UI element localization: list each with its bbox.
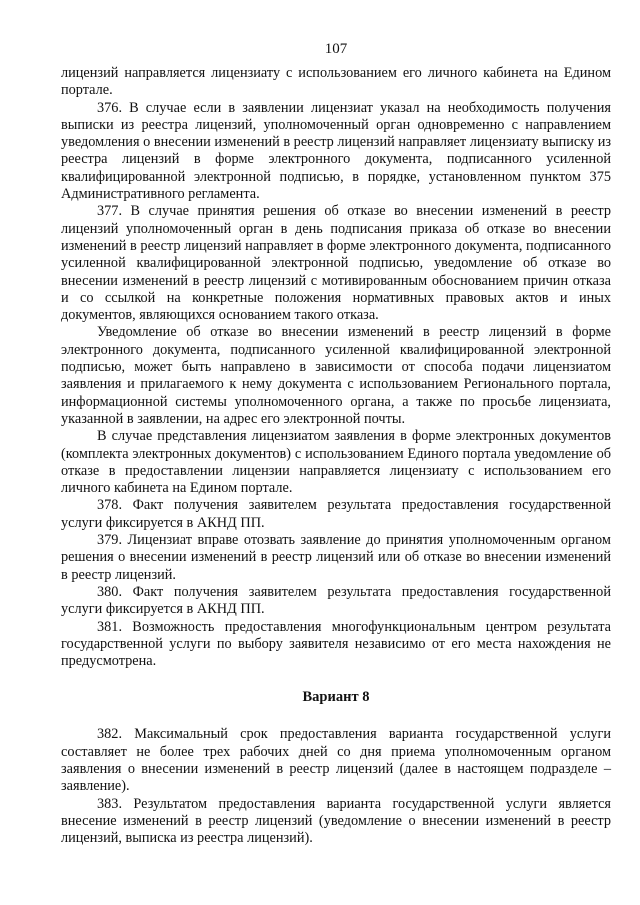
paragraph-378: 378. Факт получения заявителем результата предоставления государственной услуги фиксируется в АКНД ПП.	[61, 497, 611, 531]
paragraph-377: 377. В случае принятия решения об отказе во внесении изменений в реестр лицензий уполномоченный орган в день подписания приказа об отказе во внесении изменений в реестр лицензий направляет в форме электронного документа, подписанного усиленной квалифицированной электронной подписью, уведомление об отказе во внесении изменений в реестр лицензий с мотивированным обоснованием причин отказа и со ссылкой на конкретные положения нормативных правовых актов и иных документов, являющихся основанием такого отказа.	[61, 203, 611, 324]
section-heading: Вариант 8	[302, 689, 370, 706]
paragraph-379: 379. Лицензиат вправе отозвать заявление до принятия уполномоченным органом решения о внесении изменений в реестр лицензий или об отказе во внесении изменений в реестр лицензий.	[61, 532, 611, 583]
page-number: 107	[324, 41, 348, 57]
body-text-top	[61, 65, 611, 670]
paragraph-377-portal: В случае представления лицензиатом заявления в форме электронных документов (комплекта электронных документов) с использованием Единого портала уведомление об отказе в предоставлении лицензии направляется лицензиату с использованием его личного кабинета на Едином портале.	[61, 428, 611, 497]
paragraph-383: 383. Результатом предоставления варианта государственной услуги является внесение изменений в реестр лицензий (уведомление о внесении изменений в реестр лицензий, выписка из реестра лицензий).	[61, 795, 611, 847]
paragraph-continuation: лицензий направляется лицензиату с использованием его личного кабинета на Едином портале.	[61, 65, 611, 99]
paragraph-381: 381. Возможность предоставления многофункциональным центром результата государственной услуги по выбору заявителя независимо от его места нахождения не предусмотрена.	[61, 618, 611, 670]
body-text-bottom	[61, 726, 611, 847]
paragraph-380: 380. Факт получения заявителем результата предоставления государственной услуги фиксируется в АКНД ПП.	[61, 583, 611, 618]
paragraph-377-notice: Уведомление об отказе во внесении изменений в реестр лицензий в форме электронного документа, подписанного усиленной квалифицированной электронной подписью, может быть направлено в зависимости от способа подачи лицензиатом заявления и прилагаемого к нему документа с использованием Регионального портала, информационной системы уполномоченного органа, а также по просьбе лицензиата, указанной в заявлении, на адрес его электронной почты.	[61, 324, 611, 427]
paragraph-382: 382. Максимальный срок предоставления варианта государственной услуги составляет не более трех рабочих дней со дня приема уполномоченным органом заявления о внесении изменений в реестр лицензий (далее в настоящем подразделе – заявление).	[61, 726, 611, 795]
paragraph-376: 376. В случае если в заявлении лицензиат указал на необходимость получения выписки из реестра лицензий, уполномоченный орган одновременно с направлением уведомления о внесении изменений в реестр лицензий направляет лицензиату выписку из реестра лицензий в форме электронного документа, подписанного усиленной квалифицированной электронной подписью, в порядке, установленном пунктом 375 Административного регламента.	[61, 99, 611, 203]
